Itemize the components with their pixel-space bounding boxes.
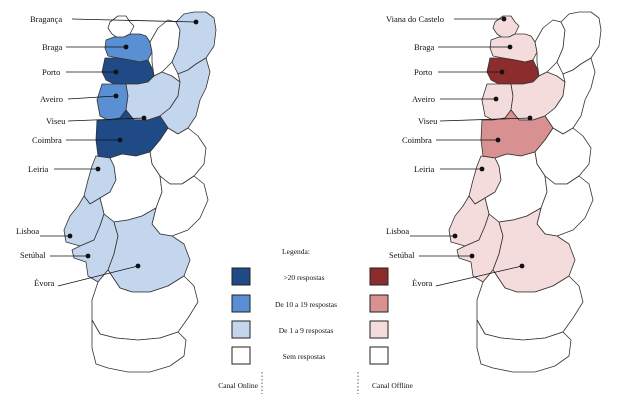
online-label-lisboa: Lisboa [16,226,40,236]
legend-swatch-offline-high [370,268,388,285]
legend-swatch-online-low [232,321,250,338]
offline-label-leiria: Leiria [414,164,435,174]
online-label-viseu: Viseu [46,116,66,126]
offline-district-braganca [557,12,601,74]
online-label-setubal: Setúbal [20,250,46,260]
offline-label-braga: Braga [414,42,435,52]
offline-district-porto [487,58,539,84]
legend-swatch-online-none [232,347,250,364]
online-label-evora: Évora [34,278,55,288]
legend-swatch-offline-low [370,321,388,338]
online-label-coimbra: Coimbra [32,135,62,145]
legend-label-high: >20 respostas [283,273,325,282]
legend-label-low: De 1 a 9 respostas [278,326,334,335]
caption-online: Canal Online [218,381,258,390]
offline-map [449,12,601,372]
offline-label-viana: Viana do Castelo [386,14,445,24]
offline-label-coimbra: Coimbra [402,135,432,145]
legend-label-none: Sem respostas [282,352,326,361]
online-district-porto [102,58,154,84]
legend-swatch-online-high [232,268,250,285]
legend-swatch-online-mid [232,295,250,312]
caption-offline: Canal Offline [372,381,413,390]
offline-label-porto: Porto [414,67,433,77]
online-label-braganca: Bragança [30,14,63,24]
offline-label-aveiro: Aveiro [412,94,435,104]
online-label-aveiro: Aveiro [40,94,63,104]
legend-swatch-offline-mid [370,295,388,312]
offline-label-setubal: Setúbal [389,250,415,260]
legend [218,247,413,394]
online-label-porto: Porto [42,67,61,77]
offline-label-evora: Évora [412,278,433,288]
legend-title: Legenda: [282,247,310,256]
online-map [64,12,216,372]
offline-label-viseu: Viseu [418,116,438,126]
online-label-braga: Braga [42,42,63,52]
online-label-leiria: Leiria [28,164,49,174]
legend-swatch-offline-none [370,347,388,364]
offline-label-lisboa: Lisboa [386,226,410,236]
legend-label-mid: De 10 a 19 respostas [274,300,338,309]
